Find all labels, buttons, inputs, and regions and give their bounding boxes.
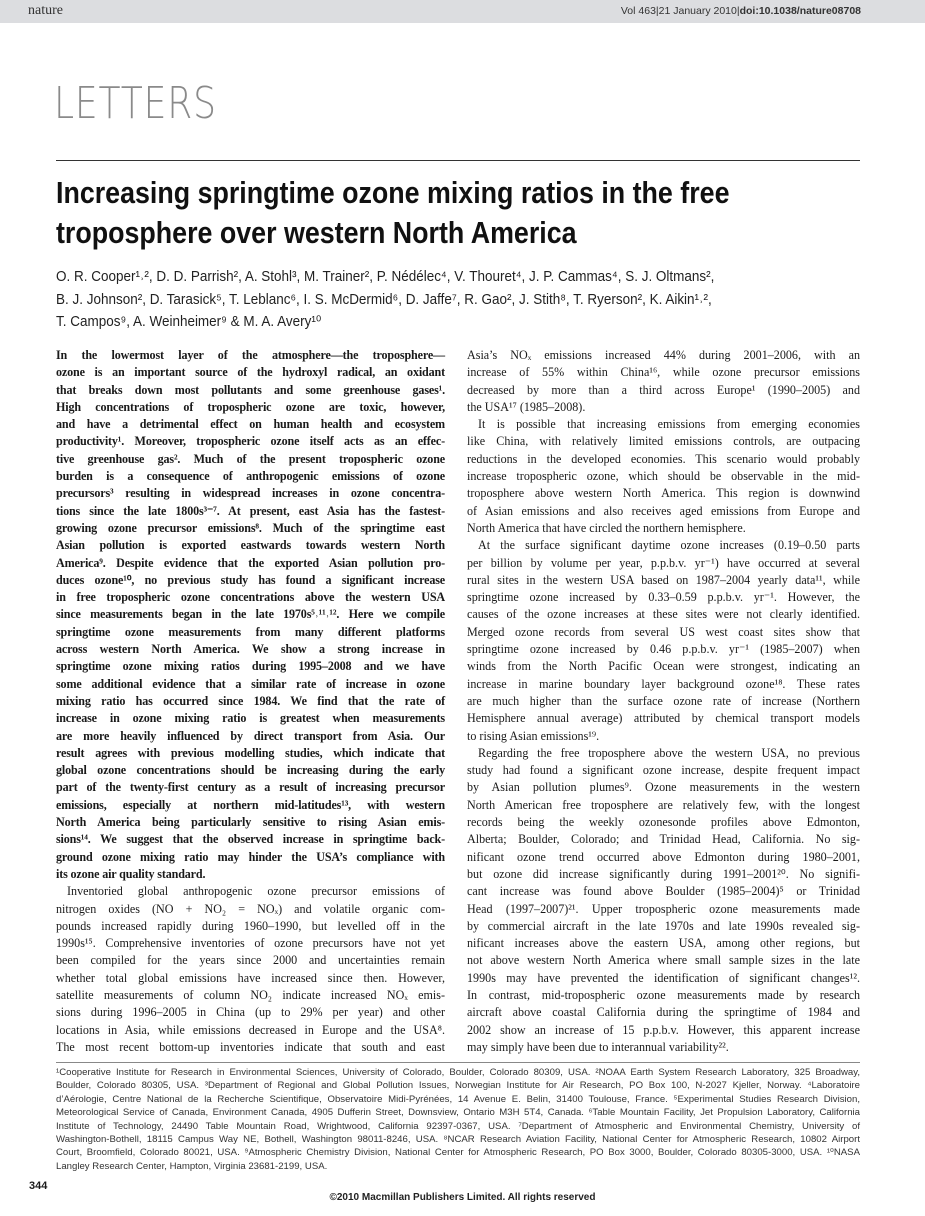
text-line: Langley Research Center, Hampton, Virginia 23681-2199, USA. [56, 1160, 328, 1172]
text-line: whether total global emissions have increased since then. However, [56, 970, 445, 985]
affiliation-list [56, 1066, 860, 1173]
text-line: causes of the ozone increases at these sites were not clearly identified. [467, 607, 860, 622]
text-line: per billion by volume per year, p.p.b.v. yr⁻¹) have occurred at several [467, 555, 860, 570]
text-line: increase tropospheric ozone, which should be observable in the mid- [467, 469, 860, 484]
text-line: 1990s¹⁵. Comprehensive inventories of ozone precursors have not yet [56, 936, 445, 951]
text-line: Alberta; Boulder, Colorado; and Trinidad Head, California. No sig- [467, 832, 860, 847]
text-line: decreased by more than a third across Europe¹ (1990–2005) and [467, 382, 860, 397]
text-line: like China, with relatively limited emissions controls, are outpacing [467, 434, 860, 449]
text-line: North America being particularly sensitive to rising Asian emis- [56, 815, 445, 830]
text-line: locations in Asia, while emissions decreased in Europe and the USA⁸. [56, 1022, 445, 1037]
text-line: been compiled for the years since 2000 and uncertainties remain [56, 953, 445, 968]
text-line: pounds increased rapidly during 1960–1990, but levelled off in the [56, 918, 445, 933]
author-line: O. R. Cooper¹˒², D. D. Parrish², A. Stohl³, M. Trainer², P. Nédélec⁴, V. Thouret⁴, J. P. Cammas⁴, S. J. Oltmans², [56, 269, 715, 285]
text-line: North American free troposphere are relatively few, with the longest [467, 797, 860, 812]
text-line: burden is a consequence of anthropogenic emissions of ozone [56, 469, 445, 484]
text-line: It is possible that increasing emissions from emerging economies [478, 417, 860, 432]
text-line: emissions, especially at northern mid-latitudes¹³, with western [56, 797, 445, 812]
body-paragraph [467, 347, 860, 416]
text-line: Washington-Bothell, 18115 Campus Way NE, Bothell, Washington 98011-8246, USA. ⁸NCAR Research Aviation Facility, National Center for Atmospheric Research, 10802 Airport [56, 1133, 860, 1145]
author-line: T. Campos⁹, A. Weinheimer⁹ & M. A. Avery¹⁰ [56, 314, 322, 330]
text-line: of Asian emissions and also receives aged emissions from Europe and [467, 503, 860, 518]
text-line: result agrees with previous modelling studies, which indicate that [56, 745, 445, 760]
text-line: High concentrations of tropospheric ozone are toxic, however, [56, 399, 445, 414]
text-line: in free tropospheric ozone concentrations above the western USA [56, 590, 445, 605]
text-line: duces ozone¹⁰, no previous study has found a significant increase [56, 572, 445, 587]
text-line: some additional evidence that a similar rate of increase in ozone [56, 676, 445, 691]
text-line: America⁹. Despite evidence that the exported Asian pollution pro- [56, 555, 445, 570]
text-line: increase in marine boundary layer background ozone¹⁸. These rates [467, 676, 860, 691]
text-line: study had found a significant ozone increase, despite frequent impact [467, 763, 860, 778]
doi[interactable]: doi:10.1038/nature08708 [739, 5, 861, 17]
text-line: but ozone did increase significantly during 1991–2001²⁰. No signifi- [467, 866, 860, 881]
text-line: that breaks down most pollutants and some greenhouse gases¹. [56, 382, 445, 397]
text-line: Court, Broomfield, Colorado 80021, USA. ⁹Atmospheric Chemistry Division, National Center for Atmospheric Research, PO Box 3000, Boulder, Colorado 80305-3000, USA. ¹⁰NASA [56, 1147, 860, 1159]
copyright-notice: ©2010 Macmillan Publishers Limited. All rights reserved [329, 1192, 596, 1203]
text-line: springtime ozone increased by 0.33–0.59 p.p.b.v. yr⁻¹. However, the [467, 590, 860, 605]
text-line: by Asian pollution plumes⁹. Ozone measurements in the western [467, 780, 860, 795]
text-line: nitrogen oxides (NO + NO₂ = NOₓ) and volatile organic com- [56, 901, 445, 916]
text-line: ozone is an important source of the hydroxyl radical, an oxidant [56, 365, 445, 380]
text-line: At the surface significant daytime ozone increases (0.19–0.50 parts [478, 538, 860, 553]
text-line: d’Aérologie, Centre National de la Recherche Scientifique, Observatoire Midi-Pyrénées, 14 Avenue E. Belin, 31400 Toulouse, France. ⁵Experimental Studies Research Division, [56, 1093, 860, 1105]
issue-info [621, 5, 861, 17]
text-line: global ozone concentrations should be increasing during the early [56, 763, 445, 778]
text-line: troposphere above western North America. This region is downwind [467, 486, 860, 501]
text-line: Institute of Technology, 24490 Table Mountain Road, Wrightwood, California 92397-0367, USA. ⁷Department of Atmospheric and Environmental Chemistry, University of [56, 1120, 860, 1132]
text-line: cant increase was found above Boulder (1985–2004)⁵ or Trinidad [467, 884, 860, 899]
text-line: increase of 55% within China¹⁶, while ozone precursor emissions [467, 365, 860, 380]
text-line: North America that have circled the northern hemisphere. [467, 520, 746, 535]
text-line: Boulder, Colorado 80305, USA. ³Department of Regional and Global Pollution Issues, Norwegian Institute for Air Research, PO Box 100, N-2027 Kjeller, Norway. ⁴Laboratoire [56, 1080, 860, 1092]
text-line: to rising Asian emissions¹⁹. [467, 728, 600, 743]
right-column [467, 347, 860, 1056]
text-line: and have a detrimental effect on human health and ecosystem [56, 417, 445, 432]
text-line: across western North America. We show a strong increase in [56, 642, 445, 657]
text-line: reductions in the developed economies. This scenario would probably [467, 451, 860, 466]
text-line: Head (1997–2007)²¹. Upper tropospheric ozone measurements made [467, 901, 860, 916]
text-line: Asia’s NOₓ emissions increased 44% during 2001–2006, with an [467, 348, 860, 362]
text-line: records being the weekly ozonesonde profiles above Edmonton, [467, 815, 860, 830]
text-line: sions during 1996–2005 in China (up to 29% per year) and other [56, 1005, 445, 1020]
text-line: Inventoried global anthropogenic ozone precursor emissions of [67, 884, 445, 899]
text-line: Merged ozone records from several US west coast sites show that [467, 624, 860, 639]
issue-volume-date: Vol 463|21 January 2010| [620, 5, 740, 17]
text-line: ¹Cooperative Institute for Research in Environmental Sciences, University of Colorado, Boulder, Colorado 80309, USA. ²NOAA Earth System Research Laboratory, 325 Broadway, [56, 1067, 860, 1078]
text-line: springtime ozone mixing ratios during 1995–2008 and we have [56, 659, 445, 674]
text-line: ground ozone mixing ratio may hinder the USA’s compliance with [56, 849, 445, 864]
text-line: nificant increases above the eastern USA, among other regions, but [467, 936, 860, 951]
article-title [56, 173, 729, 253]
left-column [56, 347, 445, 1056]
text-line: its ozone air quality standard. [56, 866, 206, 881]
text-line: Hemisphere annual average) attributed by chemical transport models [467, 711, 860, 726]
body-paragraph [467, 537, 860, 745]
body-paragraph [467, 416, 860, 537]
text-line: by commercial aircraft in the late 1970s and late 1990s revealed sig- [467, 918, 860, 933]
text-line: growing ozone precursor emissions⁸. Much of the springtime east [56, 520, 445, 535]
text-line: Asian pollution is exported eastwards towards western North [56, 538, 445, 553]
divider [56, 160, 860, 161]
text-line: Meteorological Service of Canada, Environment Canada, 4905 Dufferin Street, Downsview, Ontario M3H 5T4, Canada. ⁶Table Mountain Facility, Jet Propulsion Laboratory, California [56, 1107, 860, 1119]
text-line: rural sites in the western USA based on 1987–2004 yearly data¹¹, while [467, 572, 860, 587]
affiliations [56, 1066, 860, 1173]
text-line: Regarding the free troposphere above the western USA, no previous [478, 745, 860, 760]
text-line: part of the twenty-first century as a result of increasing precursor [56, 780, 445, 795]
page-number: 344 [29, 1180, 48, 1192]
abstract [56, 347, 445, 883]
text-line: sions¹⁴. We suggest that the observed increase in springtime back- [56, 832, 445, 847]
author-list [56, 266, 714, 334]
author-line: B. J. Johnson², D. Tarasick⁵, T. Leblanc⁶, I. S. McDermid⁶, D. Jaffe⁷, R. Gao², J. Stith⁸, T. Ryerson², K. Aikin¹˒², [56, 291, 712, 308]
text-line: tive greenhouse gas². Much of the present tropospheric ozone [56, 451, 445, 466]
divider [56, 1062, 860, 1063]
text-line: increase in ozone mixing ratio is greatest when measurements [56, 711, 445, 726]
body-paragraph [467, 745, 860, 1056]
text-line: are much higher than the surface ozone rate of increase (Northern [467, 693, 860, 708]
text-line: springtime ozone increased by 0.46 p.p.b.v. yr⁻¹ (1985–2007) when [467, 642, 860, 657]
section-heading: LETTERS [54, 78, 217, 129]
text-line: The most recent bottom-up inventories indicate that south and east [56, 1039, 445, 1054]
text-line: satellite measurements of column NO₂ indicate increased NOₓ emis- [56, 987, 445, 1002]
text-line: the USA¹⁷ (1985–2008). [467, 399, 586, 414]
text-line: 1990s may have prevented the identification of significant changes¹². [467, 970, 860, 985]
body-paragraph [56, 883, 445, 1056]
text-line: since measurements began in the late 1970s⁵˒¹¹˒¹². Here we compile [56, 607, 445, 622]
text-line: 2002 show an increase of 15 p.p.b.v. However, this apparent increase [467, 1022, 860, 1037]
text-line: winds from the North Pacific Ocean were strongest, indicating an [467, 659, 860, 674]
text-line: springtime ozone measurements from many different platforms [56, 624, 445, 639]
text-line: may simply have been due to interannual variability²². [467, 1039, 729, 1054]
text-line: nificant ozone trend occurred above Edmonton during 1980–2001, [467, 849, 860, 864]
text-line: precursors³ resulting in widespread increases in ozone concentra- [56, 486, 445, 501]
text-line: productivity¹. Moreover, tropospheric ozone itself acts as an effec- [56, 434, 445, 449]
text-line: not above western North America where small sample sizes in the late [467, 953, 860, 968]
text-line: are more heavily influenced by direct transport from Asia. Our [56, 728, 445, 743]
text-line: mixing ratio has occurred since 1984. We find that the rate of [56, 693, 445, 708]
title-line: Increasing springtime ozone mixing ratios in the free [56, 175, 730, 210]
text-line: In the lowermost layer of the atmosphere—the troposphere— [56, 348, 445, 362]
text-line: aircraft above coastal California during the springtime of 1984 and [467, 1005, 860, 1020]
title-line: troposphere over western North America [56, 215, 577, 250]
text-line: In contrast, mid-tropospheric ozone measurements made by research [467, 987, 860, 1002]
text-line: tions since the late 1800s³⁻⁷. At present, east Asia has the fastest- [56, 503, 445, 518]
journal-header-bar [0, 0, 925, 23]
journal-name: nature [28, 3, 63, 18]
